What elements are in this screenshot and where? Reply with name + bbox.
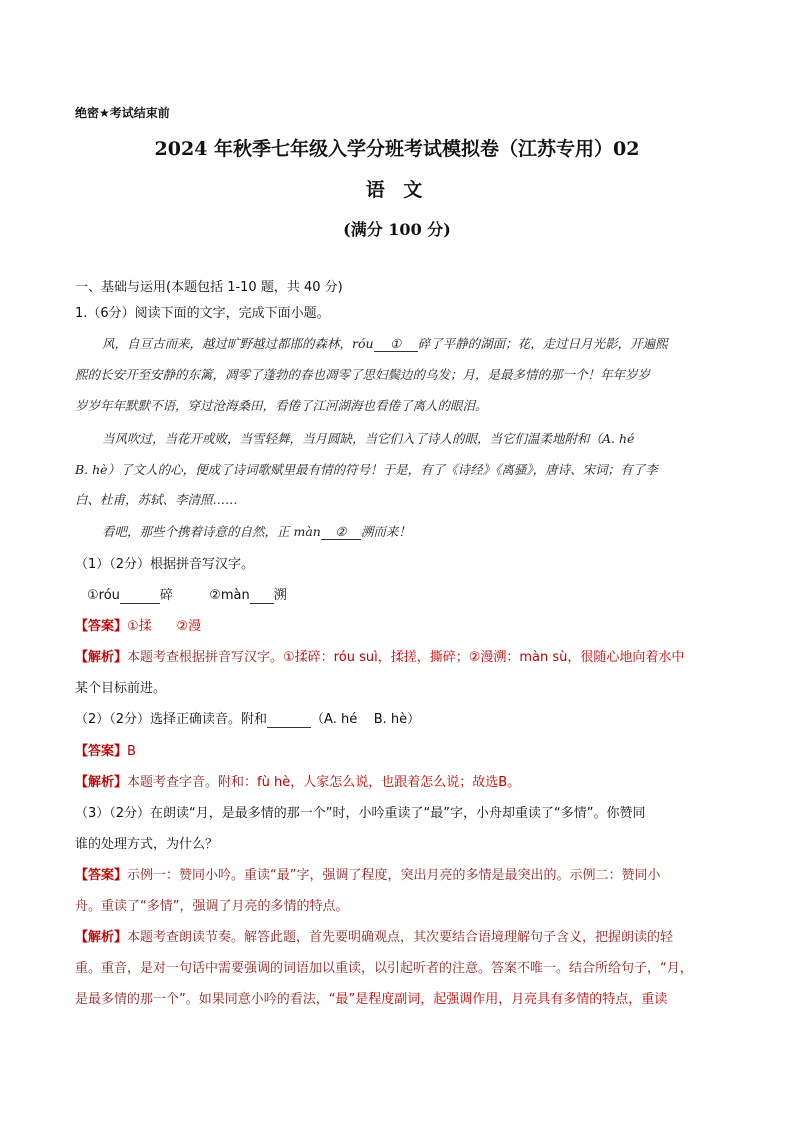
passage-text: 看吧，那些个携着诗意的自然，正 màn [102,524,321,539]
passage-line-4: 当风吹过，当花开或败，当雪轻舞，当月圆缺，当它们入了诗人的眼，当它们温柔地附和（A. hé [102,431,635,446]
analysis-text: fù hè，人家怎么说，也跟着怎么说；故选B。 [257,775,521,790]
analysis-tag: 【解析】 [75,775,128,790]
subquestion-2-stem [75,708,420,728]
confidential-label: 绝密★考试结束前 [75,106,170,120]
fill-a-blank [120,588,160,604]
blank-1: ① [374,336,418,352]
passage-text: 风，自亘古而来，越过旷野越过都邯的森林，róu [102,336,374,351]
analysis-tag: 【解析】 [75,930,128,945]
section-heading: 一、基础与运用(本题包括 1-10 题，共 40 分) [75,280,343,295]
subquestion-1-blanks [87,584,287,604]
stem-text: （2）（2分）选择正确读音。附和 [75,712,268,727]
analysis-2 [75,771,520,790]
passage-line-1 [102,334,668,352]
answer-tag: 【答案】 [75,744,128,759]
subquestion-1-stem: （1）（2分）根据拼音写汉字。 [75,557,255,572]
stem-blank [267,712,311,728]
fill-a-suffix: 碎 [159,588,173,603]
answer-text: 示例一：赞同小吟。重读“最”字，强调了程度，突出月亮的多情是最突出的。示例二：赞同小 [127,868,661,883]
passage-line-3: 岁岁年年默默不语，穿过沧海桑田，看倦了江河湖海也看倦了离人的眼泪。 [75,398,488,413]
analysis-1-line-2: 某个目标前进。 [75,681,167,696]
subject-title: 语 文 [365,179,429,201]
passage-line-5: B. hè）了文人的心，便成了诗词歌赋里最有情的符号！于是，有了《诗经》《离骚》，唐诗、宋词；有了李 [75,462,658,477]
fill-a-label: ①róu [87,588,120,603]
analysis-text: “最”是程度副词，起强调作用，月亮具有多情的特点，重读 [328,992,668,1007]
answer-text: B [127,744,136,759]
fill-b-suffix: 溯 [273,588,287,603]
analysis-text: 本题考查字音。附和： [127,775,258,790]
answer-1 [75,615,201,634]
question-1-stem: 1.（6分）阅读下面的文字，完成下面小题。 [75,306,330,321]
subquestion-3-stem-line-1: （3）（2分）在朗读“月，是最多情的那一个”时，小吟重读了“最”字，小舟却重读了“多情”。你赞同 [75,806,646,821]
answer-3-line-1 [75,864,661,883]
analysis-3-line-3 [75,988,667,1007]
fill-b-label: ②màn [209,588,250,603]
passage-line-7 [102,522,411,540]
subquestion-3-stem-line-2: 谁的处理方式，为什么？ [75,837,219,852]
analysis-3-line-1 [75,926,673,945]
exam-title: 2024 年秋季七年级入学分班考试模拟卷（江苏专用）02 [154,138,640,160]
passage-line-2: 熙的长安开至安静的东篱，凋零了蓬勃的春也凋零了思妇鬓边的乌发；月，是最多情的那一个！年年岁岁 [75,367,651,382]
answer-3-line-2: 舟。重读了“多情”，强调了月亮的多情的特点。 [75,899,349,914]
passage-line-6: 白、杜甫，苏轼、李清照…… [75,492,238,507]
fill-b-blank [250,588,274,604]
passage-text: 溯而来！ [360,524,411,539]
analysis-text: 是最多情的那一个”。如果同意小吟的看法， [75,992,329,1007]
analysis-1-line-1 [75,646,684,665]
answer-text: ①揉 ②漫 [127,619,202,634]
analysis-text: 本题考查根据拼音写汉字。 [127,650,284,665]
analysis-text: ①揉碎：róu suì，揉搓，撕碎；②漫溯：màn sù，很随心地向着水中 [283,650,685,665]
answer-2 [75,740,136,759]
analysis-text: 本题考查朗读节奏。解答此题，首先要明确观点，其次要结合语境理解句子含义，把握朗读的轻 [127,930,674,945]
analysis-tag: 【解析】 [75,650,128,665]
answer-tag: 【答案】 [75,619,128,634]
answer-tag: 【答案】 [75,868,128,883]
analysis-3-line-2: 重。重音，是对一句话中需要强调的词语加以重读，以引起听者的注意。答案不唯一。结合所给句子，“月， [75,961,693,976]
blank-2: ② [321,524,361,540]
stem-options: （A. hé B. hè） [311,712,421,727]
full-score: (满分 100 分) [343,220,451,239]
passage-text: 碎了平静的湖面；花，走过日月光影，开遍熙 [417,336,668,351]
